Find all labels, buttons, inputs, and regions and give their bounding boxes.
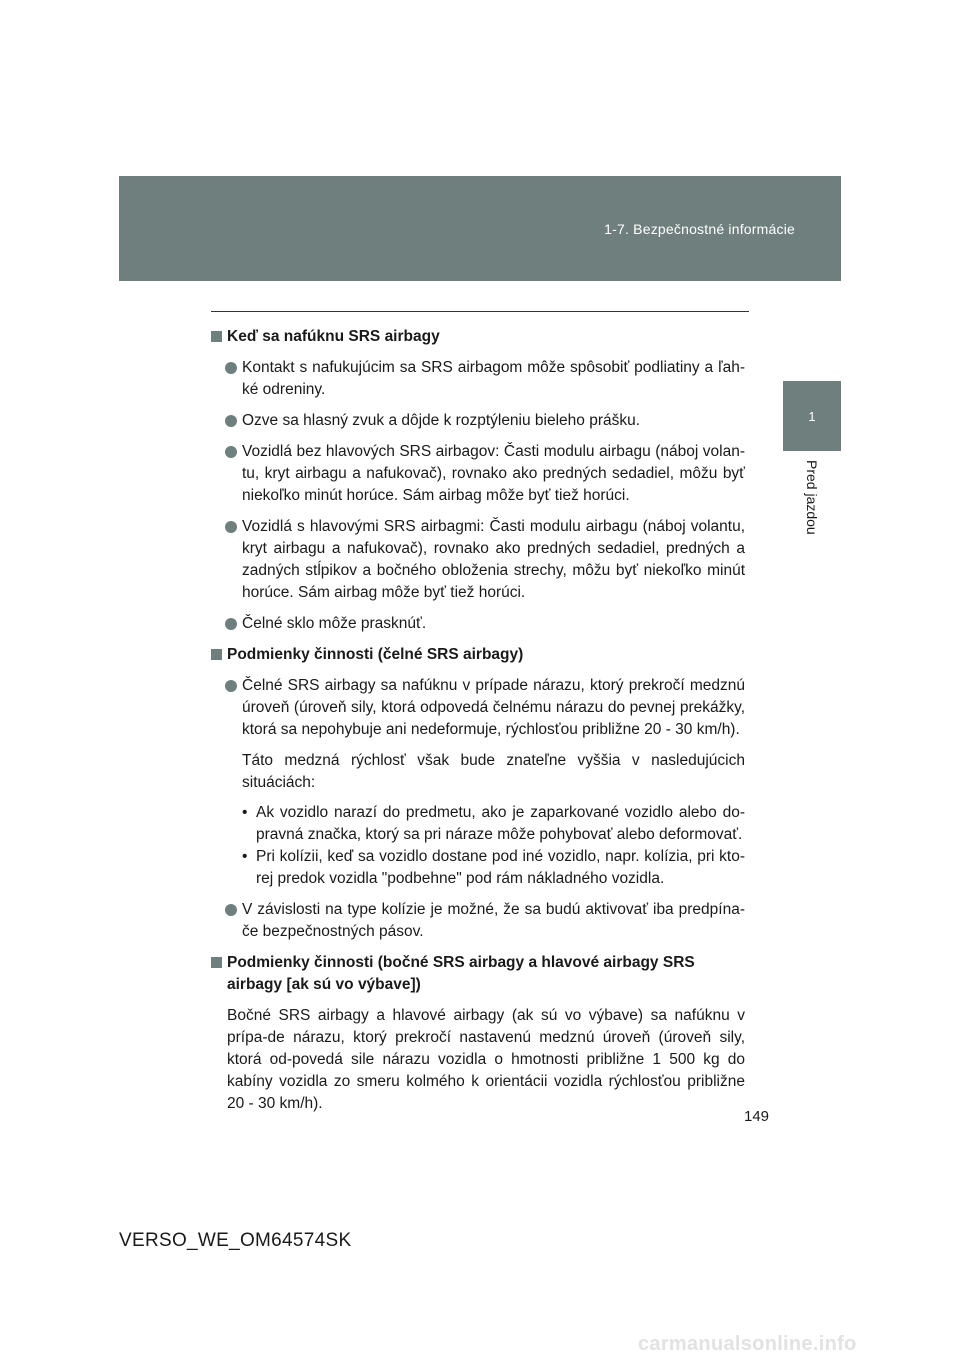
heading-text: Podmienky činnosti (čelné SRS airbagy) [227,646,524,663]
bullet-symbol: • [242,848,248,865]
circle-bullet-icon [225,446,237,458]
sub-list-item [211,846,745,890]
list-item-text: Čelné SRS airbagy sa nafúknu v prípade nárazu, ktorý prekročí medznú úroveň (úroveň sily, ktorá odpovedá čelnému nárazu do pevnej prekážky, ktorá sa nepohybuje ani nedeformuje, rýchlosťou približne 20 - 30 km/h). [242,677,745,738]
page-content [211,326,745,1124]
document-code: VERSO_WE_OM64574SK [119,1230,352,1251]
chapter-label: Pred jazdou [804,460,820,535]
list-item [211,516,745,604]
heading-airbag-deploy [211,326,745,348]
heading-text: Podmienky činnosti (bočné SRS airbagy a hlavové airbagy SRS airbagy [ak sú vo výbave]) [227,954,695,993]
list-item-text: Čelné sklo môže prasknúť. [242,615,427,632]
page-number: 149 [744,1108,770,1125]
sub-list-item-text: Ak vozidlo narazí do predmetu, ako je zaparkované vozidlo alebo do-pravná značka, ktorý sa pri náraze môže pohybovať alebo deformovať. [256,804,745,843]
square-bullet-icon [211,331,222,342]
list-item [211,441,745,507]
heading-front-conditions [211,644,745,666]
heading-text: Keď sa nafúknu SRS airbagy [227,328,440,345]
circle-bullet-icon [225,362,237,374]
list-item [211,410,745,432]
list-item [211,675,745,741]
list-item-text: Ozve sa hlasný zvuk a dôjde k rozptýleniu bieleho prášku. [242,412,641,429]
list-item-text: Kontakt s nafukujúcim sa SRS airbagom môže spôsobiť podliatiny a ľah-ké odreniny. [242,359,745,398]
list-item [211,613,745,635]
list-item-text: V závislosti na type kolízie je možné, že sa budú aktivovať iba predpína-če bezpečnostných pásov. [242,901,745,940]
circle-bullet-icon [225,680,237,692]
list-item-text: Vozidlá s hlavovými SRS airbagmi: Časti modulu airbagu (náboj volantu, kryt airbagu a nafukovač), rovnako ako predných sedadiel, predných a zadných stĺpikov a bočného obloženia strechy, môžu byť niekoľko minút horúce. Sám airbag môže byť tiež horúci. [242,518,745,601]
circle-bullet-icon [225,521,237,533]
square-bullet-icon [211,649,222,660]
list-item [211,357,745,401]
circle-bullet-icon [225,618,237,630]
list-item-text: Vozidlá bez hlavových SRS airbagov: Časti modulu airbagu (náboj volan-tu, kryt airbagu a nafukovač), rovnako ako predných sedadiel, môžu byť niekoľko minút horúce. Sám airbag môže byť tiež horúci. [242,443,745,504]
square-bullet-icon [211,957,222,968]
sub-list-item-text: Pri kolízii, keď sa vozidlo dostane pod iné vozidlo, napr. kolízia, pri kto-rej predok vozidla "podbehne" pod rám nákladného vozidla. [256,848,745,887]
circle-bullet-icon [225,415,237,427]
divider [211,311,749,312]
note-text: Táto medzná rýchlosť však bude znateľne vyššia v nasledujúcich situáciách: [242,752,745,791]
heading-side-conditions [211,952,745,996]
chapter-tab: 1 [783,381,841,451]
header-band [119,176,841,281]
sub-list-item [211,802,745,846]
section-title: 1-7. Bezpečnostné informácie [604,221,795,237]
body-paragraph: Bočné SRS airbagy a hlavové airbagy (ak sú vo výbave) sa nafúknu v prípa-de nárazu, ktorý prekročí nastavenú medznú úroveň (úroveň sily, ktorá od-povedá sile nárazu vozidla o hmotnosti približne 1 500 kg do kabíny vozidla zo smeru kolmého k orientácii vozidla rýchlosťou približne 20 - 30 km/h). [227,1007,745,1112]
circle-bullet-icon [225,904,237,916]
list-item [211,899,745,943]
watermark: carmanualsonline.info [638,1333,857,1355]
bullet-symbol: • [242,804,248,821]
